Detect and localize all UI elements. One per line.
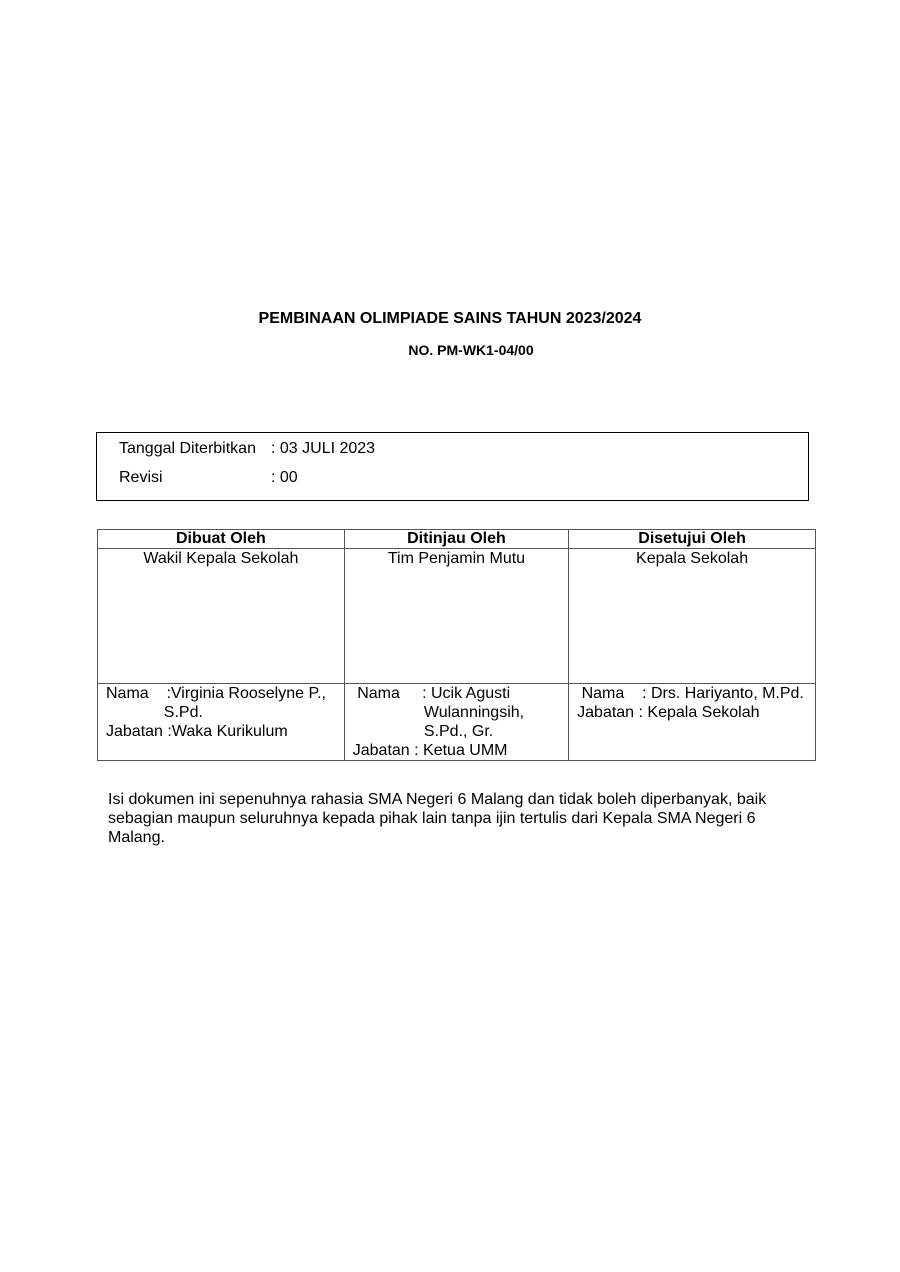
signature-dibuat	[98, 684, 345, 761]
signature-line: Jabatan : Kepala Sekolah	[577, 704, 760, 721]
approval-role-row	[98, 549, 816, 684]
approval-header-row	[98, 530, 816, 549]
role-dibuat: Wakil Kepala Sekolah	[98, 549, 345, 684]
signature-line: Nama : Drs. Hariyanto, M.Pd.	[577, 685, 804, 702]
approval-signature-row	[98, 684, 816, 761]
signature-disetujui	[569, 684, 816, 761]
revision-label: Revisi	[119, 469, 163, 486]
signature-line: S.Pd.	[106, 704, 203, 721]
header-disetujui-oleh: Disetujui Oleh	[569, 530, 816, 549]
signature-ditinjau	[344, 684, 568, 761]
document-title: PEMBINAAN OLIMPIADE SAINS TAHUN 2023/2024	[258, 310, 642, 327]
header-ditinjau-oleh: Ditinjau Oleh	[344, 530, 568, 549]
signature-line: Jabatan :Waka Kurikulum	[106, 723, 288, 740]
document-number: NO. PM-WK1-04/00	[408, 342, 534, 358]
signature-line: S.Pd., Gr.	[352, 723, 494, 740]
approval-table	[97, 529, 816, 761]
role-disetujui: Kepala Sekolah	[569, 549, 816, 684]
issue-date-value: : 03 JULI 2023	[271, 440, 376, 457]
issue-date-label: Tanggal Diterbitkan	[119, 440, 256, 457]
confidentiality-notice: Isi dokumen ini sepenuhnya rahasia SMA Negeri 6 Malang dan tidak boleh diperbanyak, baik sebagian maupun seluruhnya kepada pihak lain tanpa ijin tertulis dari Kepala SMA Negeri 6 Malang.	[108, 791, 767, 846]
signature-line: Nama : Ucik Agusti	[352, 685, 511, 702]
header-dibuat-oleh: Dibuat Oleh	[98, 530, 345, 549]
signature-line: Wulanningsih,	[352, 704, 525, 721]
document-info-box	[96, 432, 809, 501]
revision-value: : 00	[271, 469, 298, 486]
role-ditinjau: Tim Penjamin Mutu	[344, 549, 568, 684]
signature-line: Nama :Virginia Rooselyne P.,	[106, 685, 326, 702]
signature-line: Jabatan : Ketua UMM	[352, 742, 508, 759]
